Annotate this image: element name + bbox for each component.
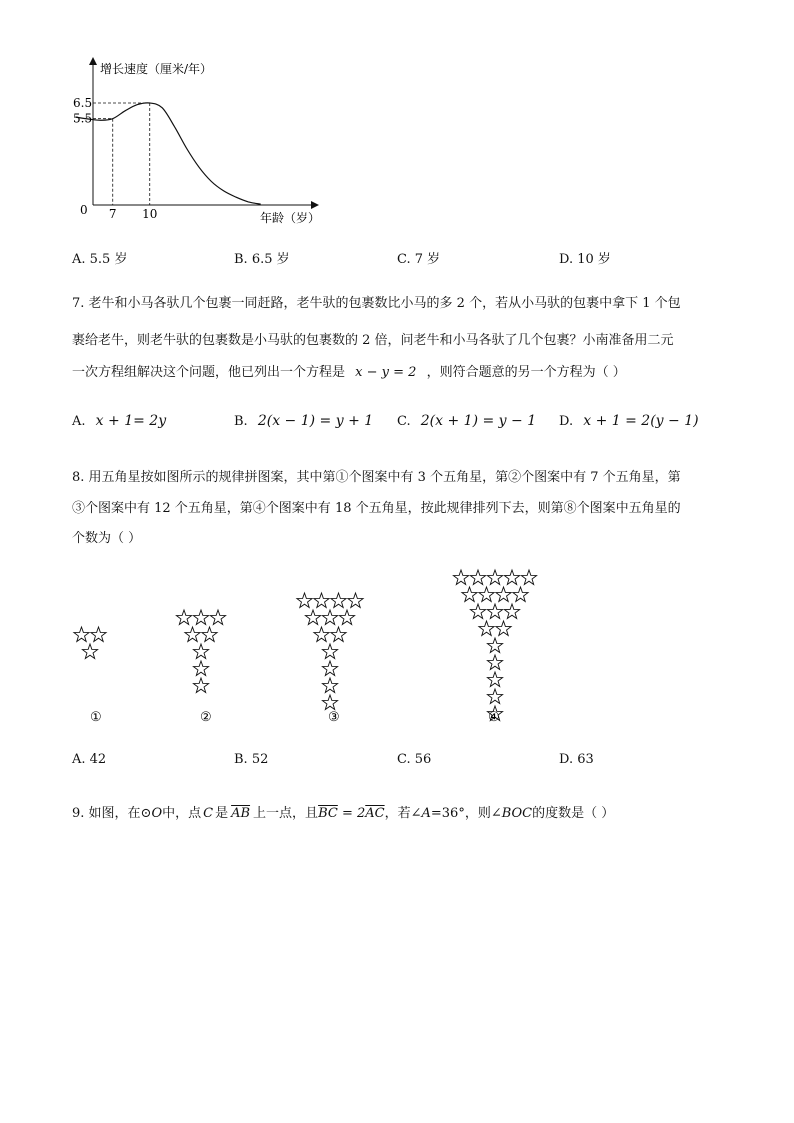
star-icon: [487, 638, 502, 652]
star-icon: [74, 627, 89, 641]
star-icon: [470, 570, 485, 584]
growth-chart: [60, 55, 350, 235]
q7-option-a-equation: x + 1= 2y: [95, 413, 167, 429]
star-icon: [479, 587, 494, 601]
star-icon: [82, 644, 97, 658]
q8-option-b[interactable]: B. 52: [234, 752, 269, 767]
pattern-label-3: ③: [328, 710, 340, 725]
q7-given-equation: x − y = 2: [355, 365, 417, 380]
q9-post: 的度数是（ ）: [532, 806, 615, 821]
pattern-label-2: ②: [200, 710, 212, 725]
star-icon: [331, 593, 346, 607]
q9-arc-bc: $\overline{BC}$: [318, 806, 338, 821]
star-icon: [504, 604, 519, 618]
q8-line-2: ③个图案中有 12 个五角星，第④个图案中有 18 个五角星，按此规律排列下去，则第⑧个图案中五角星的: [72, 501, 681, 516]
q9-equals: = 2: [337, 806, 366, 821]
star-icon: [322, 610, 337, 624]
star-icon: [496, 621, 511, 635]
q7-option-b-equation: 2(x − 1) = y + 1: [257, 413, 374, 429]
y-tick-label-1: 6.5: [73, 96, 93, 110]
star-icon: [314, 593, 329, 607]
q8-line-1: 8. 用五角星按如图所示的规律拼图案，其中第①个图案中有 3 个五角星，第②个图案中有 7 个五角星，第: [72, 470, 681, 485]
star-icon: [504, 570, 519, 584]
q7-option-d[interactable]: [559, 413, 699, 429]
star-icon: [462, 587, 477, 601]
q9-point-c: C: [203, 806, 214, 821]
q9-pre: 9. 如图，在⊙: [72, 806, 152, 821]
q7-line-1: 7. 老牛和小马各驮几个包裹一同赶路，老牛驮的包裹数比小马的多 2 个，若从小马驮的包裹中拿下 1 个包: [72, 296, 681, 311]
q9-mid3: 上一点，且: [253, 806, 319, 821]
q8-option-a[interactable]: A. 42: [72, 752, 107, 767]
star-icon: [322, 644, 337, 658]
star-icon: [331, 627, 346, 641]
star-icon: [193, 678, 208, 692]
star-icon: [193, 610, 208, 624]
q6-option-c[interactable]: C. 7 岁: [397, 252, 441, 267]
star-icon: [193, 661, 208, 675]
x-tick-label-1: 7: [108, 207, 117, 221]
star-icon: [91, 627, 106, 641]
star-patterns-figure: [0, 560, 794, 735]
star-icon: [479, 621, 494, 635]
q8-option-d[interactable]: D. 63: [559, 752, 594, 767]
star-icon: [193, 644, 208, 658]
star-icon: [487, 672, 502, 686]
q9-angle-boc: BOC: [501, 806, 533, 821]
star-icon: [348, 593, 363, 607]
q7-line-3-pre: 一次方程组解决这个问题，他已列出一个方程是: [72, 365, 346, 380]
q7-option-c[interactable]: [397, 413, 536, 429]
star-icon: [202, 627, 217, 641]
q9-mid2: 是: [215, 806, 229, 821]
star-icon: [339, 610, 354, 624]
q7-option-a-label: A.: [72, 414, 86, 429]
q7-option-b-label: B.: [234, 414, 248, 429]
pattern-label-1: ①: [90, 710, 102, 725]
star-icon: [322, 678, 337, 692]
q9-angle-value: =36°: [430, 806, 465, 821]
star-icon: [297, 593, 312, 607]
star-icon: [322, 661, 337, 675]
star-icon: [487, 604, 502, 618]
q6-option-d[interactable]: D. 10 岁: [559, 252, 611, 267]
x-axis-label: 年龄（岁）: [260, 211, 321, 225]
star-icon: [487, 655, 502, 669]
q6-option-a[interactable]: A. 5.5 岁: [72, 252, 128, 267]
q6-option-b[interactable]: B. 6.5 岁: [234, 252, 290, 267]
q8-option-c[interactable]: C. 56: [397, 752, 432, 767]
star-icon: [470, 604, 485, 618]
q9-circle-o: O: [151, 806, 163, 821]
star-icon: [453, 570, 468, 584]
star-icon: [496, 587, 511, 601]
y-axis-label: 增长速度（厘米/年）: [100, 62, 213, 76]
q9-arc-ab: $\overline{AB}$: [231, 806, 251, 821]
q7-line-2: 裹给老牛，则老牛驮的包裹数是小马驮的包裹数的 2 倍，问老牛和小马各驮了几个包裹？小南准备用二元: [72, 333, 674, 348]
q9-mid4: ，若∠: [384, 806, 422, 821]
origin-label: 0: [80, 203, 88, 217]
q7-option-d-label: D.: [559, 414, 574, 429]
q7-option-c-label: C.: [397, 414, 411, 429]
q7-option-d-equation: x + 1 = 2(y − 1): [583, 413, 699, 429]
q7-option-b[interactable]: [234, 413, 373, 429]
x-tick-label-2: 10: [142, 207, 158, 221]
q8-line-3: 个数为（ ）: [72, 531, 142, 546]
star-icon: [305, 610, 320, 624]
star-icon: [185, 627, 200, 641]
q7-option-a[interactable]: [72, 413, 166, 429]
q9-arc-ac: $\overline{AC}$: [365, 806, 385, 821]
q7-line-3-post: ，则符合题意的另一个方程为（ ）: [426, 365, 626, 380]
q9-angle-a: A: [421, 806, 431, 821]
q9-mid5: ，则∠: [464, 806, 502, 821]
growth-curve: [76, 103, 261, 204]
star-icon: [513, 587, 528, 601]
star-icon: [322, 695, 337, 709]
star-icon: [521, 570, 536, 584]
star-icon: [176, 610, 191, 624]
pattern-label-4: ④: [488, 710, 500, 725]
star-icon: [487, 570, 502, 584]
star-icon: [210, 610, 225, 624]
star-icon: [314, 627, 329, 641]
q9-stem: [72, 802, 614, 821]
q7-option-c-equation: 2(x + 1) = y − 1: [420, 413, 537, 429]
q9-mid1: 中，点: [162, 806, 202, 821]
q7-line-3: [72, 361, 626, 380]
y-tick-label-2: 5.5: [73, 111, 93, 126]
star-icon: [487, 689, 502, 703]
